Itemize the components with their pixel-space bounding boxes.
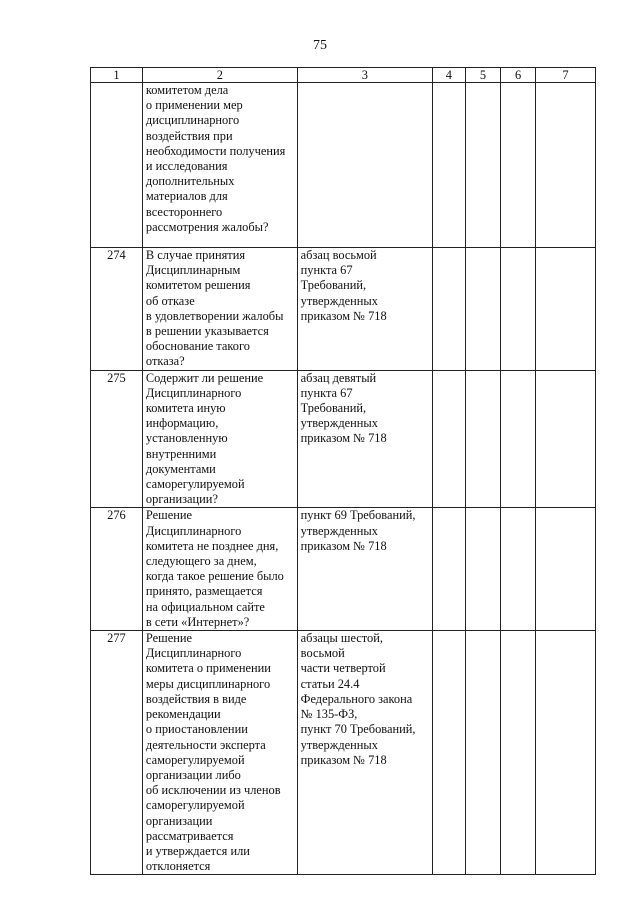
question-line: организации либо xyxy=(145,767,241,782)
question-line: об отказе xyxy=(145,293,195,308)
answer-cell-6 xyxy=(501,370,536,508)
question-line: всестороннего xyxy=(145,204,223,219)
question-line: и утверждается или xyxy=(145,843,250,858)
answer-cell-6 xyxy=(501,631,536,875)
answer-cell-5 xyxy=(465,370,501,508)
reference-cell xyxy=(297,508,432,631)
page-number: 75 xyxy=(313,38,327,53)
question-line: следующего за днем, xyxy=(145,554,257,569)
question-line: отклоняется xyxy=(145,859,211,874)
question-line: документами xyxy=(145,461,216,476)
reference-line: утвержденных xyxy=(300,416,378,431)
question-line: принято, размещается xyxy=(145,584,263,599)
answer-cell-7 xyxy=(535,248,595,371)
table-row xyxy=(91,248,596,371)
answer-cell-7 xyxy=(535,631,595,875)
reference-cell xyxy=(297,83,432,248)
question-line: необходимости получения xyxy=(145,143,286,158)
question-line: в решении указывается xyxy=(145,324,269,339)
answer-cell-7 xyxy=(535,370,595,508)
question-cell xyxy=(142,508,297,631)
question-line: воздействия при xyxy=(145,128,233,143)
header-cell-6: 6 xyxy=(501,68,536,83)
question-line: саморегулируемой xyxy=(145,752,245,767)
answer-cell-4 xyxy=(433,631,466,875)
table-row xyxy=(91,370,596,508)
reference-line: утвержденных xyxy=(300,523,378,538)
question-line: Дисциплинарным xyxy=(145,263,241,278)
reference-line: Требований, xyxy=(300,401,367,416)
row-number: 276 xyxy=(91,508,143,631)
question-line: на официальном сайте xyxy=(145,599,265,614)
reference-cell xyxy=(297,248,432,371)
question-line: Дисциплинарного xyxy=(145,385,242,400)
question-line: рассматривается xyxy=(145,828,234,843)
question-line: меры дисциплинарного xyxy=(145,676,271,691)
reference-cell xyxy=(297,631,432,875)
row-number: 277 xyxy=(91,631,143,875)
question-line: дисциплинарного xyxy=(145,113,240,128)
question-cell xyxy=(142,248,297,371)
answer-cell-4 xyxy=(433,248,466,371)
header-row xyxy=(91,68,596,83)
reference-line: абзацы шестой, xyxy=(300,631,383,646)
table-row xyxy=(91,83,596,248)
question-line: организации xyxy=(145,813,213,828)
answer-cell-7 xyxy=(535,83,595,248)
answer-cell-5 xyxy=(465,248,501,371)
question-line: внутренними xyxy=(145,446,217,461)
reference-line: приказом № 718 xyxy=(300,752,387,767)
question-line: установленную xyxy=(145,431,228,446)
reference-line: № 135-ФЗ, xyxy=(300,707,358,722)
question-line: отказа? xyxy=(145,354,185,369)
reference-line: Федерального закона xyxy=(300,691,413,706)
answer-cell-5 xyxy=(465,83,501,248)
row-number: 275 xyxy=(91,370,143,508)
question-line: Дисциплинарного xyxy=(145,646,242,661)
checklist-table xyxy=(90,67,596,875)
question-line: обоснование такого xyxy=(145,339,250,354)
question-line: Содержит ли решение xyxy=(145,370,264,385)
reference-line: абзац восьмой xyxy=(300,248,377,262)
question-line: деятельности эксперта xyxy=(145,737,266,752)
reference-line: утвержденных xyxy=(300,737,378,752)
answer-cell-4 xyxy=(433,508,466,631)
question-line: комитета иную xyxy=(145,401,226,416)
header-cell-7: 7 xyxy=(535,68,595,83)
answer-cell-4 xyxy=(433,83,466,248)
reference-line: приказом № 718 xyxy=(300,431,387,446)
question-line: комитетом решения xyxy=(145,278,251,293)
question-line: Дисциплинарного xyxy=(145,523,242,538)
question-line: В случае принятия xyxy=(145,248,246,262)
table-row xyxy=(91,631,596,875)
reference-line: статьи 24.4 xyxy=(300,676,360,691)
answer-cell-7 xyxy=(535,508,595,631)
answer-cell-5 xyxy=(465,631,501,875)
header-cell-1: 1 xyxy=(91,68,143,83)
reference-line: части четвертой xyxy=(300,661,386,676)
header-cell-2: 2 xyxy=(142,68,297,83)
reference-line: абзац девятый xyxy=(300,370,377,385)
header-cell-4: 4 xyxy=(433,68,466,83)
answer-cell-6 xyxy=(501,248,536,371)
question-cell xyxy=(142,83,297,248)
reference-line: Требований, xyxy=(300,278,367,293)
question-line: саморегулируемой xyxy=(145,477,245,492)
answer-cell-5 xyxy=(465,508,501,631)
question-line: организации? xyxy=(145,492,218,507)
answer-cell-6 xyxy=(501,508,536,631)
question-line: материалов для xyxy=(145,189,228,204)
question-line: об исключении из членов xyxy=(145,783,281,798)
reference-line: приказом № 718 xyxy=(300,538,387,553)
question-line: когда такое решение было xyxy=(145,569,284,584)
reference-line: пункта 67 xyxy=(300,385,353,400)
row-number xyxy=(91,83,143,248)
question-line: комитетом дела xyxy=(145,83,229,97)
question-line: рекомендации xyxy=(145,707,221,722)
reference-line: приказом № 718 xyxy=(300,308,387,323)
reference-cell xyxy=(297,370,432,508)
question-line: Решение xyxy=(145,508,192,523)
reference-line: пункт 70 Требований, xyxy=(300,722,416,737)
question-line: рассмотрения жалобы? xyxy=(145,219,269,234)
reference-line: утвержденных xyxy=(300,293,378,308)
question-line: саморегулируемой xyxy=(145,798,245,813)
question-line: информацию, xyxy=(145,416,219,431)
question-line: о приостановлении xyxy=(145,722,248,737)
question-cell xyxy=(142,370,297,508)
question-line: комитета о применении xyxy=(145,661,271,676)
reference-line: пункт 69 Требований, xyxy=(300,508,416,523)
header-cell-3: 3 xyxy=(297,68,432,83)
header-cell-5: 5 xyxy=(465,68,501,83)
question-line: комитета не позднее дня, xyxy=(145,538,279,553)
answer-cell-4 xyxy=(433,370,466,508)
reference-line: восьмой xyxy=(300,646,345,661)
question-cell xyxy=(142,631,297,875)
question-line: и исследования xyxy=(145,159,228,174)
question-line: в удовлетворении жалобы xyxy=(145,308,284,323)
row-number: 274 xyxy=(91,248,143,371)
question-line: о применении мер xyxy=(145,98,243,113)
table-row xyxy=(91,508,596,631)
question-line: в сети «Интернет»? xyxy=(145,614,250,629)
reference-line: пункта 67 xyxy=(300,263,353,278)
answer-cell-6 xyxy=(501,83,536,248)
question-line: Решение xyxy=(145,631,192,646)
question-line: дополнительных xyxy=(145,174,235,189)
question-line: воздействия в виде xyxy=(145,691,247,706)
